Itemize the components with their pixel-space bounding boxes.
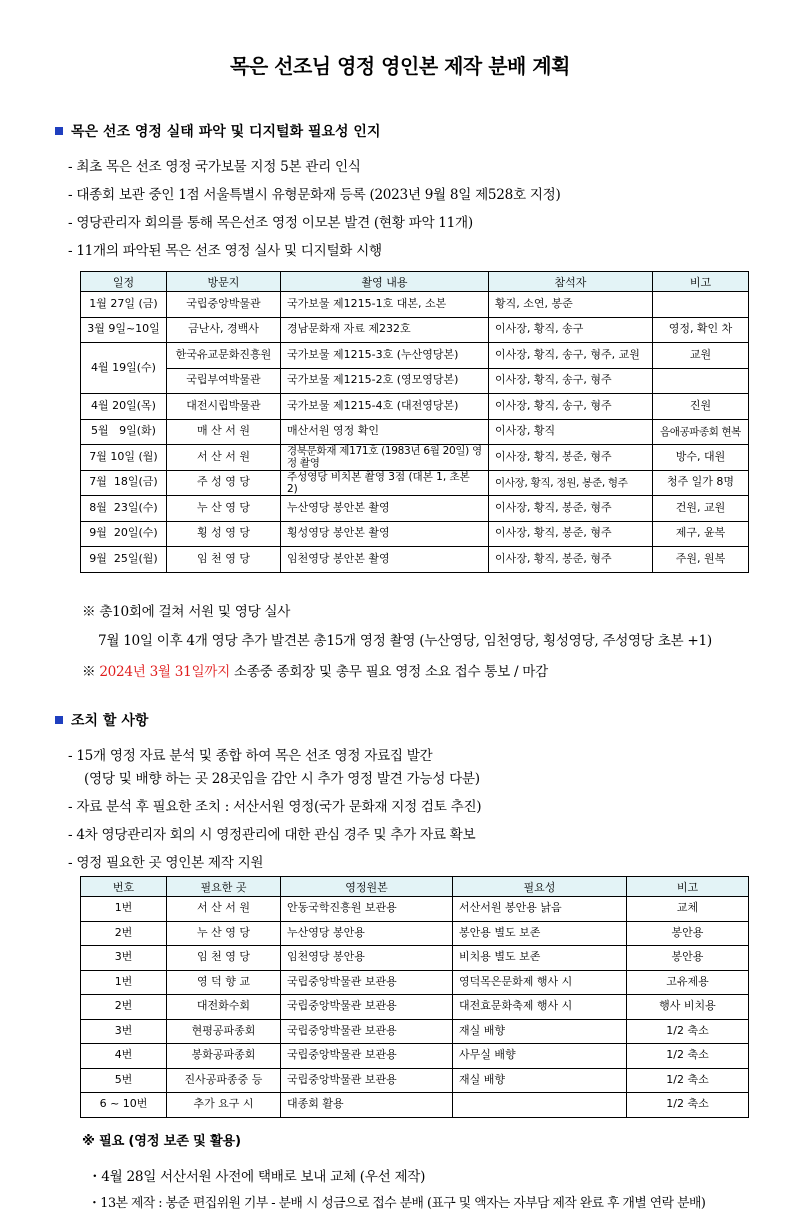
table-cell: 4번 [81, 1044, 167, 1069]
table-row [81, 292, 749, 318]
visit-schedule-table [80, 271, 749, 573]
section1-heading-text: 목은 선조 영정 실태 파악 및 디지털화 필요성 인지 [71, 124, 381, 140]
table-cell: 3번 [81, 946, 167, 971]
table-cell: 1/2 축소 [627, 1019, 749, 1044]
section2-bullet: (영당 및 배향 하는 곳 28곳임을 감안 시 추가 영정 발견 가능성 다분) [84, 771, 480, 787]
table-row [81, 946, 749, 971]
table-row [81, 1019, 749, 1044]
table-cell: 2번 [81, 995, 167, 1020]
table-cell: 2번 [81, 921, 167, 946]
table-row [81, 521, 749, 547]
table-cell: 1번 [81, 970, 167, 995]
table-cell: 현평공파종회 [167, 1019, 281, 1044]
table-cell: 이사장, 황직, 송구 [489, 317, 653, 343]
table-cell: 7월 18일(금) [81, 470, 167, 496]
table-cell: 이사장, 황직 [489, 419, 653, 445]
usage-note-heading: ※ 필요 (영정 보존 및 활용) [82, 1134, 241, 1149]
page-title: 목은 선조님 영정 영인본 제작 분배 계획 [230, 54, 570, 78]
table-cell: 고유제용 [627, 970, 749, 995]
table-cell: 임천영당 봉안본 촬영 [281, 547, 489, 573]
table-cell: 누 산 영 당 [167, 921, 281, 946]
header-cell: 번호 [81, 877, 167, 897]
table-cell: 국가보물 제1215-4호 (대전영당본) [281, 394, 489, 420]
table-cell: 횡성영당 봉안본 촬영 [281, 521, 489, 547]
header-cell: 방문지 [167, 272, 281, 292]
table-cell: 국립중앙박물관 보관용 [281, 1019, 453, 1044]
section1-bullet: - 11개의 파악된 목은 선조 영정 실사 및 디지털화 시행 [68, 243, 382, 259]
table-cell: 매 산 서 원 [167, 419, 281, 445]
table-cell: 황직, 소연, 봉준 [489, 292, 653, 318]
note-survey-count: ※ 총10회에 걸쳐 서원 및 영당 실사 [82, 604, 291, 620]
table-cell: 국가보물 제1215-1호 대본, 소본 [281, 292, 489, 318]
table-cell: 1번 [81, 897, 167, 922]
table-cell: 국립중앙박물관 보관용 [281, 970, 453, 995]
table-cell: 청주 일가 8명 [653, 470, 749, 496]
table-cell: 3월 9일~10일 [81, 317, 167, 343]
table-cell: 3번 [81, 1019, 167, 1044]
header-cell: 촬영 내용 [281, 272, 489, 292]
table-cell: 1/2 축소 [627, 1068, 749, 1093]
table-cell: 누산영당 봉안용 [281, 921, 453, 946]
table-row [81, 496, 749, 522]
table-cell: 영정, 확인 차 [653, 317, 749, 343]
table-row [81, 445, 749, 471]
table-cell [653, 368, 749, 394]
table-cell: 6 ~ 10번 [81, 1093, 167, 1118]
table-cell: 교체 [627, 897, 749, 922]
table-cell: 매산서원 영정 확인 [281, 419, 489, 445]
note-deadline-rest: 소종중 종회장 및 총무 필요 영정 소요 접수 통보 / 마감 [229, 664, 548, 680]
table-cell: 영 덕 향 교 [167, 970, 281, 995]
table-row [81, 317, 749, 343]
table-cell: 이사장, 황직, 송구, 형주 [489, 368, 653, 394]
table-cell: 한국유교문화진흥원 [167, 343, 281, 369]
table-cell: 이사장, 황직, 봉준, 형주 [489, 445, 653, 471]
table-cell: 사무실 배향 [453, 1044, 627, 1069]
header-cell: 필요성 [453, 877, 627, 897]
table-row [81, 1068, 749, 1093]
table-cell: 국가보물 제1215-2호 (영모영당본) [281, 368, 489, 394]
table-cell: 봉안용 [627, 921, 749, 946]
header-cell: 참석자 [489, 272, 653, 292]
table-cell: 8월 23일(수) [81, 496, 167, 522]
table-cell: 대종회 활용 [281, 1093, 453, 1118]
header-cell: 영정원본 [281, 877, 453, 897]
table-cell: 추가 요구 시 [167, 1093, 281, 1118]
table-cell [653, 292, 749, 318]
section2-bullet: - 15개 영정 자료 분석 및 종합 하여 목은 선조 영정 자료집 발간 [68, 748, 433, 764]
table-cell: 교원 [653, 343, 749, 369]
table-row [81, 343, 749, 369]
table-row [81, 419, 749, 445]
section1-heading [55, 121, 380, 141]
section1-bullet: - 최초 목은 선조 영정 국가보물 지정 5본 관리 인식 [68, 159, 361, 175]
table-row [81, 921, 749, 946]
table-cell: 4월 20일(목) [81, 394, 167, 420]
table-cell: 누산영당 봉안본 촬영 [281, 496, 489, 522]
table-cell: 경남문화재 자료 제232호 [281, 317, 489, 343]
table-cell: 횡 성 영 당 [167, 521, 281, 547]
table-cell: 대전화수회 [167, 995, 281, 1020]
section2-heading-text: 조치 할 사항 [71, 713, 149, 729]
table-row [81, 470, 749, 496]
table-cell: 봉안용 [627, 946, 749, 971]
table-cell: 임천영당 봉안용 [281, 946, 453, 971]
table-cell: 국가보물 제1215-3호 (누산영당본) [281, 343, 489, 369]
header-cell: 일정 [81, 272, 167, 292]
table-row [81, 394, 749, 420]
table-cell: 봉안용 별도 보존 [453, 921, 627, 946]
section1-bullet: - 영당관리자 회의를 통해 목은선조 영정 이모본 발견 (현황 파악 11개) [68, 215, 473, 231]
section2-bullet: - 자료 분석 후 필요한 조치 : 서산서원 영정(국가 문화재 지정 검토 추진) [68, 799, 482, 815]
table-cell: 이사장, 황직, 봉준, 형주 [489, 521, 653, 547]
table-cell: 봉화공파종회 [167, 1044, 281, 1069]
table-cell: 이사장, 황직, 정원, 봉준, 형주 [489, 470, 653, 496]
table-cell: 주원, 원복 [653, 547, 749, 573]
header-cell: 비고 [627, 877, 749, 897]
table-cell: 음애공파종회 현복 [653, 419, 749, 445]
table-cell: 임 천 영 당 [167, 946, 281, 971]
table-row [81, 995, 749, 1020]
table-row [81, 368, 749, 394]
deadline-date: 2024년 3월 31일까지 [99, 664, 230, 680]
table-cell: 진사공파종중 등 [167, 1068, 281, 1093]
final-bullet: ・4월 28일 서산서원 사전에 택배로 보내 교체 (우선 제작) [88, 1169, 426, 1185]
table-cell: 국립중앙박물관 보관용 [281, 1044, 453, 1069]
table-cell: 재실 배향 [453, 1068, 627, 1093]
section1-bullet: - 대종회 보관 중인 1점 서울특별시 유형문화재 등록 (2023년 9월 8일 제528호 지정) [68, 187, 561, 203]
table-row [81, 970, 749, 995]
table-cell: 1/2 축소 [627, 1044, 749, 1069]
table-cell: 9월 25일(월) [81, 547, 167, 573]
replica-distribution-table [80, 876, 749, 1118]
table-cell: 서산서원 봉안용 낡음 [453, 897, 627, 922]
table-cell: 대전효문화축제 행사 시 [453, 995, 627, 1020]
final-bullet: ・13본 제작 : 봉준 편집위원 기부 - 분배 시 성금으로 접수 분배 (표구 및 액자는 자부담 제작 완료 후 개별 연락 분배) [88, 1196, 706, 1211]
table-cell: 금난사, 경백사 [167, 317, 281, 343]
table-cell: 제구, 윤복 [653, 521, 749, 547]
table-cell: 건원, 교원 [653, 496, 749, 522]
section2-heading [55, 710, 148, 730]
table-cell: 4월 19일(수) [81, 343, 167, 394]
table-cell: 5번 [81, 1068, 167, 1093]
section2-bullet: - 4차 영당관리자 회의 시 영정관리에 대한 관심 경주 및 추가 자료 확보 [68, 827, 476, 843]
table-row [81, 1044, 749, 1069]
table-cell: 방수, 대원 [653, 445, 749, 471]
table-cell: 이사장, 황직, 봉준, 형주 [489, 547, 653, 573]
table-cell: 국립중앙박물관 보관용 [281, 1068, 453, 1093]
header-cell: 필요한 곳 [167, 877, 281, 897]
table-cell: 서 산 서 원 [167, 445, 281, 471]
table-header-row [81, 272, 749, 292]
table-cell: 경북문화재 제171호 (1983년 6월 20일) 영정 촬영 [281, 445, 489, 471]
table-cell [453, 1093, 627, 1118]
table-cell: 9월 20일(수) [81, 521, 167, 547]
table-cell: 비치용 별도 보존 [453, 946, 627, 971]
note-deadline [82, 660, 548, 680]
header-cell: 비고 [653, 272, 749, 292]
table-header-row [81, 877, 749, 897]
table-row [81, 897, 749, 922]
table-cell: 서 산 서 원 [167, 897, 281, 922]
table-cell: 주성영당 비치본 촬영 3점 (대본 1, 초본 2) [281, 470, 489, 496]
table-cell: 대전시립박물관 [167, 394, 281, 420]
note-deadline-prefix: ※ [82, 664, 100, 680]
square-bullet-icon [55, 716, 63, 724]
table-cell: 국립부여박물관 [167, 368, 281, 394]
table-cell: 5월 9일(화) [81, 419, 167, 445]
table-cell: 1월 27일 (금) [81, 292, 167, 318]
section2-bullet: - 영정 필요한 곳 영인본 제작 지원 [68, 855, 264, 871]
table-cell: 누 산 영 당 [167, 496, 281, 522]
table-cell: 안동국학진흥원 보관용 [281, 897, 453, 922]
table-cell: 이사장, 황직, 송구, 형주 [489, 394, 653, 420]
table-cell: 진원 [653, 394, 749, 420]
table-cell: 1/2 축소 [627, 1093, 749, 1118]
table-cell: 이사장, 황직, 송구, 형주, 교원 [489, 343, 653, 369]
table-cell: 주 성 영 당 [167, 470, 281, 496]
table-cell: 재실 배향 [453, 1019, 627, 1044]
table-cell: 영덕목은문화제 행사 시 [453, 970, 627, 995]
note-additional-finds: 7월 10일 이후 4개 영당 추가 발견본 총15개 영정 촬영 (누산영당, 임천영당, 횡성영당, 주성영당 초본 +1) [98, 633, 712, 649]
table-row [81, 1093, 749, 1118]
table-cell: 이사장, 황직, 봉준, 형주 [489, 496, 653, 522]
square-bullet-icon [55, 127, 63, 135]
table-cell: 임 천 영 당 [167, 547, 281, 573]
table-row [81, 547, 749, 573]
table-cell: 행사 비치용 [627, 995, 749, 1020]
table-cell: 국립중앙박물관 보관용 [281, 995, 453, 1020]
table-cell: 7월 10일 (월) [81, 445, 167, 471]
table-cell: 국립중앙박물관 [167, 292, 281, 318]
